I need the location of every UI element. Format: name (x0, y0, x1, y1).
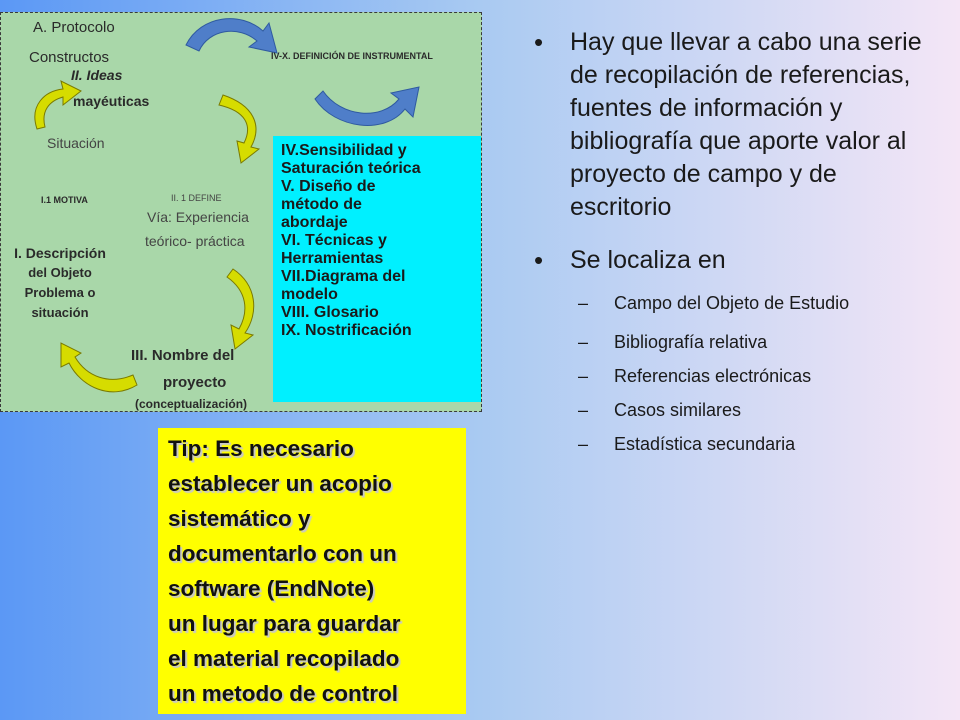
ideas-label-line2: mayéuticas (73, 93, 150, 109)
sub-bullet-text: Bibliografía relativa (614, 332, 768, 352)
protocol-title-line1: A. Protocolo (33, 19, 115, 36)
tip-box (158, 428, 466, 714)
sub-bullet-text: Estadística secundaria (614, 434, 796, 454)
steps-line: modelo (281, 286, 338, 303)
tip-line: documentarlo con un (168, 541, 397, 566)
tip-line: sistemático y (168, 506, 311, 531)
blue-arrow-right (315, 87, 419, 125)
dash-icon: – (578, 366, 589, 386)
ideas-label-line1: II. Ideas (71, 67, 123, 83)
sub-bullet-text: Casos similares (614, 400, 742, 420)
yellow-arrow-3 (61, 343, 137, 392)
yellow-arrow-1 (219, 95, 259, 163)
sub-bullet-item (530, 330, 945, 355)
steps-line: Herramientas (281, 250, 384, 267)
sub-bullet-item (530, 398, 945, 423)
steps-line: VIII. Glosario (281, 304, 379, 321)
nombre-label-line2: proyecto (163, 374, 227, 391)
tip-line: el material recopilado (168, 646, 400, 671)
descripcion-line: I. Descripción (14, 245, 106, 261)
tip-line: establecer un acopio (168, 471, 392, 496)
bullet-item (530, 244, 945, 277)
steps-line: Saturación teórica (281, 160, 421, 177)
tip-line: un lugar para guardar (168, 611, 401, 636)
steps-line: V. Diseño de (281, 178, 376, 195)
steps-box (273, 136, 481, 402)
bullet-text: Se localiza en (570, 246, 726, 274)
protocol-title-line2: Constructos (29, 49, 110, 66)
situacion-label: Situación (47, 135, 105, 151)
tip-line: Tip: Es necesario (168, 436, 354, 461)
yellow-arrow-2 (227, 269, 254, 349)
via-label-line2: teórico- práctica (145, 233, 245, 249)
dash-icon: – (578, 293, 589, 313)
blue-arrow-top (186, 19, 277, 53)
sub-bullet-item (530, 291, 945, 316)
bullet-item (530, 26, 945, 224)
nombre-label-line3: (conceptualización) (135, 397, 248, 411)
descripcion-line: del Objeto (28, 265, 92, 280)
nombre-label-line1: III. Nombre del (131, 347, 235, 364)
dash-icon: – (578, 434, 589, 454)
define-label: II. 1 DEFINE (171, 193, 222, 203)
bullet-text: Hay que llevar a cabo una serie de recopilación de referencias, fuentes de información y bibliografía que aporte valor al proyecto de campo y de escritorio (570, 28, 922, 221)
dash-icon: – (578, 400, 589, 420)
steps-line: método de (281, 196, 362, 213)
step-iv-x-label: IV-X. DEFINICIÓN DE INSTRUMENTAL (271, 51, 433, 61)
dash-icon: – (578, 332, 589, 352)
tip-line: un metodo de control (168, 681, 398, 706)
steps-line: abordaje (281, 214, 348, 231)
steps-line: IV.Sensibilidad y (281, 142, 407, 159)
descripcion-line: Problema o (24, 285, 96, 300)
sub-bullet-text: Referencias electrónicas (614, 366, 812, 386)
descripcion-line: situación (31, 305, 89, 320)
bullet-list (530, 20, 945, 457)
steps-line: VI. Técnicas y (281, 232, 387, 249)
sub-bullet-text: Campo del Objeto de Estudio (614, 293, 850, 313)
bullet-dot-icon: • (534, 245, 544, 275)
tip-line: software (EndNote) (168, 576, 375, 601)
motiva-label: I.1 MOTIVA (41, 195, 88, 205)
via-label-line1: Vía: Experiencia (147, 209, 249, 225)
steps-line: VII.Diagrama del (281, 268, 406, 285)
sub-bullet-item (530, 364, 945, 389)
descripcion-block (5, 243, 115, 323)
sub-bullet-item (530, 432, 945, 457)
steps-line: IX. Nostrificación (281, 322, 412, 339)
bullet-dot-icon: • (534, 27, 544, 57)
